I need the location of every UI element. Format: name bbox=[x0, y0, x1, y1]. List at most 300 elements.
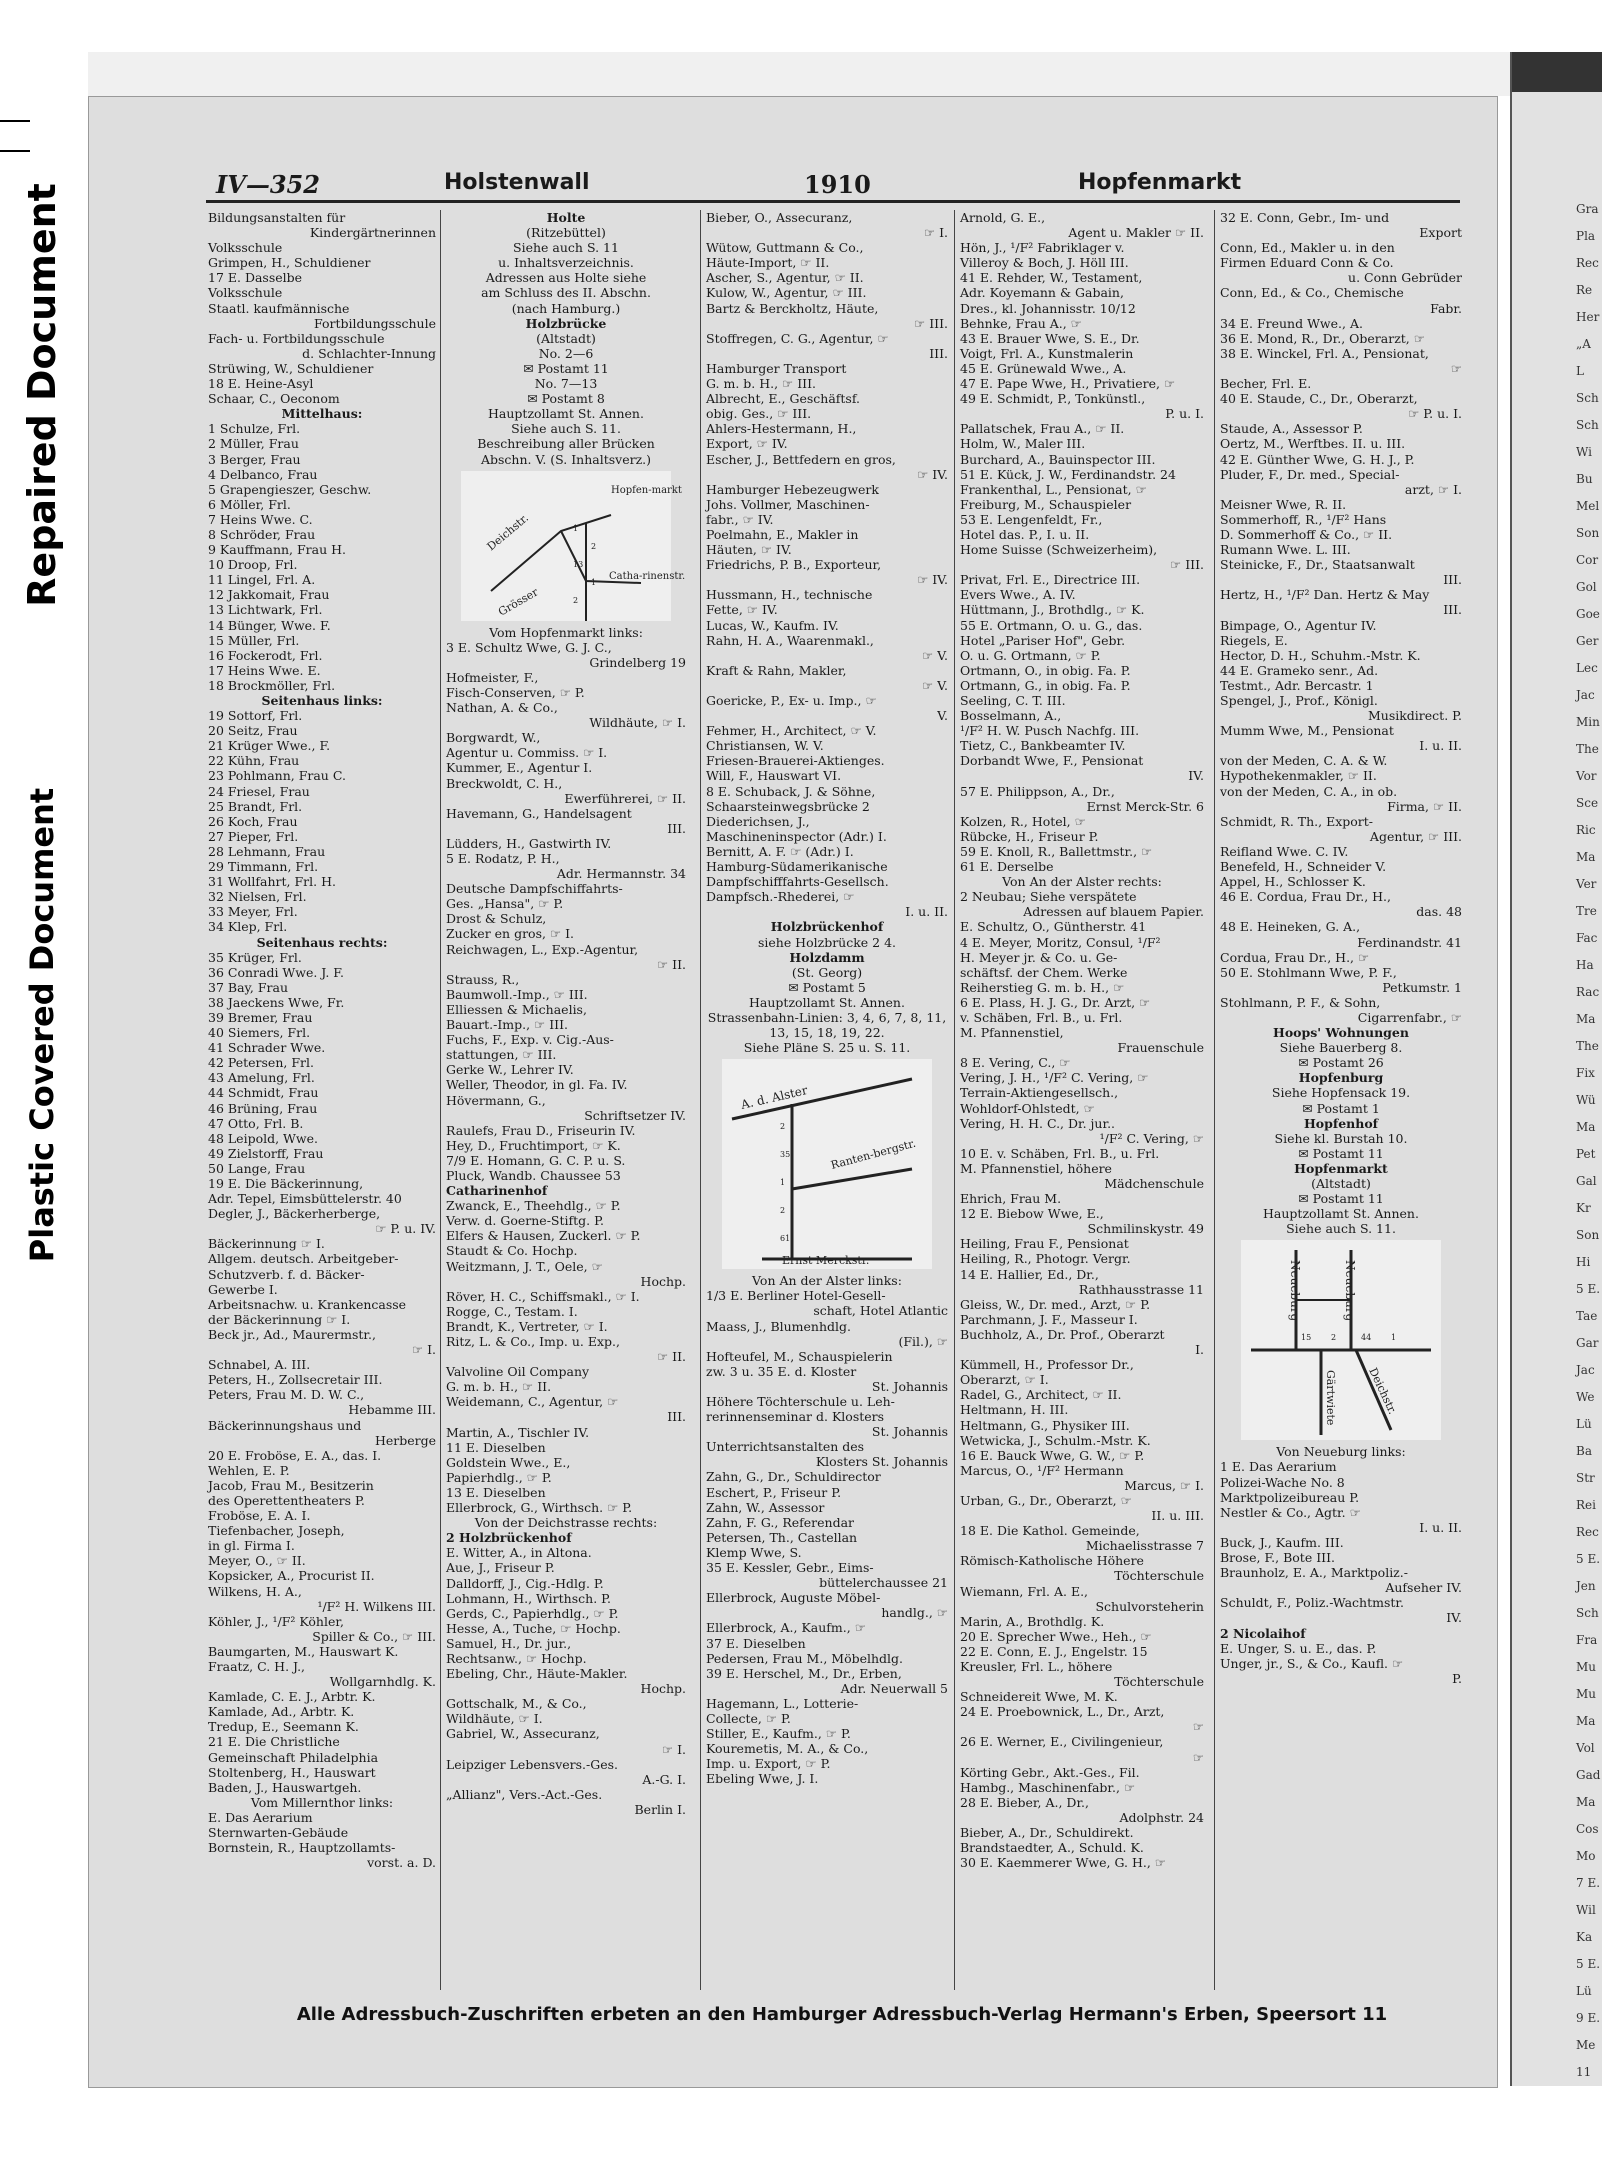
directory-line: Marktpolizeibureau P. bbox=[1220, 1489, 1360, 1505]
next-page-fragment: Son bbox=[1576, 526, 1600, 540]
directory-line: 22 E. Conn, E. J., Engelstr. 15 bbox=[960, 1643, 1148, 1659]
directory-line: Häute-Import, ☞ II. bbox=[706, 255, 830, 271]
directory-line: Heiling, R., Photogr. Vergr. bbox=[960, 1251, 1131, 1267]
directory-line: 55 E. Ortmann, O. u. G., das. bbox=[960, 617, 1143, 633]
section-heading: 2 Holzbrückenhof bbox=[446, 1530, 572, 1546]
directory-line: Mädchenschule bbox=[1104, 1176, 1204, 1191]
directory-line: Kreusler, Frl. L., höhere bbox=[960, 1659, 1113, 1674]
map-label-rantenbergstr: Ranten-bergstr. bbox=[829, 1136, 918, 1173]
directory-line: 50 Lange, Frau bbox=[208, 1160, 306, 1176]
directory-line: Seeling, C. T. III. bbox=[960, 693, 1066, 708]
directory-line: Frauenschule bbox=[1117, 1040, 1204, 1056]
directory-line: Vering, H. H. C., Dr. jur.. bbox=[960, 1115, 1116, 1131]
directory-line: Strassenbahn-Linien: 3, 4, 6, 7, 8, 11, bbox=[707, 1009, 947, 1025]
directory-line: 10 E. v. Schäben, Frl. B., u. Frl. bbox=[960, 1145, 1160, 1161]
directory-line: 45 E. Grünewald Wwe., A. bbox=[960, 360, 1127, 376]
dash-mark bbox=[0, 120, 30, 122]
directory-line: Ritz, L. & Co., Imp. u. Exp., bbox=[446, 1334, 620, 1349]
directory-line: Terrain-Aktiengesellsch., bbox=[960, 1085, 1119, 1101]
directory-line: Schaarsteinwegsbrücke 2 bbox=[706, 798, 870, 814]
directory-line: Ascher, S., Agentur, ☞ II. bbox=[706, 270, 864, 286]
next-page-fragment: 5 E. bbox=[1576, 1957, 1601, 1971]
directory-line: 25 Brandt, Frl. bbox=[208, 798, 303, 814]
directory-line: Zahn, W., Assessor bbox=[706, 1499, 825, 1515]
directory-line: Drost & Schulz, bbox=[446, 911, 547, 927]
directory-line: Wilkens, H. A., bbox=[208, 1583, 302, 1599]
directory-line: Gerds, C., Papierhdlg., ☞ P. bbox=[446, 1605, 619, 1621]
section-heading: Seitenhaus rechts: bbox=[256, 934, 388, 950]
directory-line: 8 Schröder, Frau bbox=[208, 526, 316, 542]
label-repaired-document: Repaired Document bbox=[20, 183, 64, 607]
next-page-tab bbox=[1512, 52, 1602, 92]
next-page-fragment: Sch bbox=[1576, 1606, 1599, 1620]
directory-line: Marcus, O., ¹/F² Hermann bbox=[960, 1462, 1124, 1478]
directory-line: Weitzmann, J. T., Oele, ☞ bbox=[446, 1258, 603, 1274]
directory-line: 40 E. Staude, C., Dr., Oberarzt, bbox=[1220, 391, 1418, 407]
directory-line: 38 Jaeckens Wwe, Fr. bbox=[208, 994, 345, 1010]
next-page-fragment: Mo bbox=[1576, 1849, 1596, 1863]
section-heading: Holzbrücke bbox=[525, 315, 607, 331]
directory-line: Polizei-Wache No. 8 bbox=[1220, 1474, 1345, 1490]
directory-line: Abschn. V. (S. Inhaltsverz.) bbox=[480, 451, 652, 467]
directory-line: 16 Fockerodt, Frl. bbox=[208, 647, 323, 663]
directory-line: Stohlmann, P. F., & Sohn, bbox=[1220, 994, 1381, 1010]
directory-line: Escher, J., Bettfedern en gros, bbox=[706, 451, 896, 467]
directory-line: Schneidereit Wwe, M. K. bbox=[960, 1689, 1118, 1705]
directory-line: Petersen, Th., Castellan bbox=[706, 1529, 858, 1545]
directory-line: Radel, G., Architect, ☞ II. bbox=[960, 1387, 1122, 1403]
directory-line: Siehe auch S. 11. bbox=[511, 421, 621, 437]
directory-line: 10 Droop, Frl. bbox=[208, 557, 298, 573]
directory-line: Dres., kl. Johannisstr. 10/12 bbox=[960, 300, 1136, 316]
directory-line: 30 E. Kaemmerer Wwe, G. H., ☞ bbox=[960, 1855, 1166, 1871]
directory-line: Meisner Wwe, R. II. bbox=[1220, 496, 1347, 512]
directory-line: Tietz, C., Bankbeamter IV. bbox=[960, 738, 1126, 754]
directory-line: Behnke, Frau A., ☞ bbox=[960, 315, 1082, 331]
column-3 bbox=[706, 210, 948, 2010]
directory-line: ☞ I. bbox=[661, 1741, 686, 1757]
next-page-fragment: Ma bbox=[1576, 850, 1596, 864]
directory-line: 40 Siemers, Frl. bbox=[208, 1025, 311, 1041]
directory-line: 13, 15, 18, 19, 22. bbox=[769, 1025, 885, 1041]
directory-line: Gemeinschaft Philadelphia bbox=[208, 1749, 379, 1765]
directory-line: ☞ bbox=[1450, 360, 1462, 376]
directory-line: Höhere Töchterschule u. Leh- bbox=[706, 1394, 895, 1409]
directory-line: Siehe auch S. 11 bbox=[513, 240, 619, 256]
directory-line: Rübcke, H., Friseur P. bbox=[960, 828, 1099, 844]
next-page-fragment: Pet bbox=[1576, 1147, 1596, 1161]
directory-line: Nestler & Co., Agtr. ☞ bbox=[1220, 1504, 1361, 1520]
directory-line: Aue, J., Friseur P. bbox=[446, 1560, 555, 1576]
next-page-fragment: 5 E. bbox=[1576, 1552, 1601, 1566]
directory-line: Gottschalk, M., & Co., bbox=[446, 1696, 587, 1712]
directory-line: Maschineninspector (Adr.) I. bbox=[706, 828, 887, 844]
dash-mark bbox=[0, 150, 30, 152]
directory-line: Beck jr., Ad., Maurermstr., bbox=[208, 1326, 376, 1342]
directory-line: P. u. I. bbox=[1165, 406, 1204, 422]
map-house-number: 2 bbox=[591, 541, 597, 551]
directory-line: Weller, Theodor, in gl. Fa. IV. bbox=[446, 1077, 628, 1093]
header-rule bbox=[206, 200, 1460, 203]
directory-line: I. u. II. bbox=[905, 904, 948, 920]
directory-line: 1 E. Das Aerarium bbox=[1220, 1459, 1337, 1475]
directory-line: Hambg., Maschinenfabr., ☞ bbox=[960, 1779, 1136, 1795]
directory-line: Hamburger Hebezeugwerk bbox=[706, 481, 879, 497]
directory-line: 4 E. Meyer, Moritz, Consul, ¹/F² bbox=[960, 934, 1161, 950]
directory-line: Bernitt, A. F. ☞ (Adr.) I. bbox=[706, 843, 854, 859]
directory-line: Oertz, M., Werftbes. II. u. III. bbox=[1220, 436, 1406, 452]
next-page-fragment: Jac bbox=[1576, 688, 1595, 702]
directory-line: Staude, A., Assessor P. bbox=[1220, 421, 1363, 437]
directory-line: Hofmeister, F., bbox=[446, 669, 539, 685]
directory-line: Testmt., Adr. Bercastr. 1 bbox=[1220, 677, 1374, 693]
directory-line: 28 Lehmann, Frau bbox=[208, 843, 326, 859]
left-street-title: Holstenwall bbox=[444, 170, 590, 195]
directory-line: 15 Müller, Frl. bbox=[208, 632, 300, 648]
directory-line: Ehrich, Frau M. bbox=[960, 1191, 1062, 1207]
next-page-fragment: Ver bbox=[1576, 877, 1597, 891]
directory-line: Marcus, ☞ I. bbox=[1124, 1477, 1204, 1493]
directory-line: ☞ I. bbox=[923, 225, 948, 241]
directory-line: 19 Sottorf, Frl. bbox=[208, 708, 303, 724]
directory-line: Hagemann, L., Lotterie- bbox=[706, 1695, 859, 1711]
column-divider bbox=[954, 210, 955, 1990]
directory-line: Von An der Alster rechts: bbox=[1002, 874, 1162, 890]
next-page-fragment: Her bbox=[1576, 310, 1600, 324]
section-heading: Catharinenhof bbox=[446, 1183, 548, 1199]
right-street-title: Hopfenmarkt bbox=[1078, 170, 1242, 195]
directory-line: Adr. Hermannstr. 34 bbox=[556, 866, 686, 882]
directory-line: (Fil.), ☞ bbox=[898, 1333, 948, 1349]
map-house-number: 2 bbox=[780, 1206, 786, 1216]
directory-line: Sommerhoff, R., ¹/F² Hans bbox=[1220, 511, 1387, 527]
directory-line: ☞ III. bbox=[1170, 557, 1204, 573]
directory-line: 9 Kauffmann, Frau H. bbox=[208, 542, 347, 558]
directory-line: Reifland Wwe. C. IV. bbox=[1220, 843, 1349, 859]
directory-line: ✉ Postamt 11 bbox=[1298, 1145, 1384, 1161]
directory-line: Wiemann, Frl. A. E., bbox=[960, 1583, 1089, 1599]
directory-line: Goericke, P., Ex- u. Imp., ☞ bbox=[706, 693, 877, 708]
directory-line: Hofteufel, M., Schauspielerin bbox=[706, 1348, 893, 1364]
directory-line: 37 E. Dieselben bbox=[706, 1635, 806, 1651]
directory-line: D. Sommerhoff & Co., ☞ II. bbox=[1220, 526, 1393, 542]
directory-line: Ellerbrock, Auguste Möbel- bbox=[706, 1590, 881, 1606]
directory-line: I. u. II. bbox=[1419, 738, 1462, 754]
directory-line: St. Johannis bbox=[871, 1424, 948, 1440]
directory-line: (Ritzebüttel) bbox=[526, 225, 606, 241]
directory-line: Wetwicka, J., Schulm.-Mstr. K. bbox=[960, 1432, 1151, 1448]
map-house-number: 2 bbox=[573, 595, 579, 605]
directory-line: ☞ II. bbox=[656, 1349, 686, 1365]
directory-line: No. 2—6 bbox=[538, 345, 594, 361]
directory-line: 1 Schulze, Frl. bbox=[208, 421, 301, 437]
map-street bbox=[792, 1169, 912, 1189]
street-map-holzbruecke bbox=[461, 471, 686, 621]
next-page-fragment: Jen bbox=[1576, 1579, 1596, 1593]
directory-line: Wildhäute, ☞ I. bbox=[589, 715, 686, 731]
next-page-fragment: Hi bbox=[1576, 1255, 1591, 1269]
directory-line: Beschreibung aller Brücken bbox=[477, 436, 655, 452]
directory-line: M. Pfannenstiel, höhere bbox=[960, 1160, 1112, 1176]
directory-line: Klemp Wwe, S. bbox=[706, 1544, 802, 1560]
directory-line: Michaelisstrasse 7 bbox=[1085, 1538, 1204, 1554]
directory-line: Heltmann, H. III. bbox=[960, 1402, 1069, 1418]
directory-line: 32 Nielsen, Frl. bbox=[208, 889, 307, 905]
directory-line: No. 7—13 bbox=[534, 376, 598, 392]
directory-line: Hertz, H., ¹/F² Dan. Hertz & May bbox=[1220, 587, 1430, 603]
directory-line: Bieber, A., Dr., Schuldirekt. bbox=[960, 1825, 1134, 1841]
directory-line: ✉ Postamt 11 bbox=[523, 360, 609, 376]
directory-line: u. Conn Gebrüder bbox=[1348, 270, 1462, 286]
directory-line: Holm, W., Maler III. bbox=[960, 436, 1086, 452]
directory-line: Rogge, C., Testam. I. bbox=[446, 1303, 578, 1319]
directory-line: 21 E. Die Christliche bbox=[208, 1734, 340, 1750]
column-divider bbox=[1214, 210, 1215, 1990]
directory-line: Adressen auf blauem Papier. bbox=[1023, 904, 1204, 920]
directory-line: Hauptzollamt St. Annen. bbox=[488, 406, 644, 422]
directory-line: Valvoline Oil Company bbox=[446, 1364, 590, 1380]
directory-line: Körting Gebr., Akt.-Ges., Fil. bbox=[960, 1764, 1140, 1780]
page-top-shade bbox=[88, 52, 1600, 96]
directory-line: 31 Wollfahrt, Frl. H. bbox=[208, 874, 336, 890]
directory-line: schäftsf. der Chem. Werke bbox=[960, 964, 1128, 980]
directory-line: V. bbox=[937, 708, 948, 724]
directory-line: Agentur u. Commiss. ☞ I. bbox=[446, 745, 608, 761]
directory-line: 3 Berger, Frau bbox=[208, 451, 301, 467]
directory-line: Fuchs, F., Exp. v. Cig.-Aus- bbox=[446, 1032, 614, 1048]
map-house-number: 2 bbox=[780, 1122, 786, 1132]
directory-line: am Schluss des II. Abschn. bbox=[481, 285, 651, 301]
directory-line: II. u. III. bbox=[1151, 1508, 1204, 1524]
directory-line: III. bbox=[667, 1409, 686, 1425]
next-page-fragment: Gar bbox=[1576, 1336, 1599, 1350]
directory-line: 20 Seitz, Frau bbox=[208, 723, 298, 739]
directory-line: Brose, F., Bote III. bbox=[1220, 1550, 1335, 1566]
directory-line: 47 E. Pape Wwe, H., Privatiere, ☞ bbox=[960, 376, 1176, 392]
directory-line: Stiller, E., Kaufm., ☞ P. bbox=[706, 1726, 851, 1742]
directory-line: d. Schlachter-Innung bbox=[302, 345, 436, 361]
directory-line: 35 E. Kessler, Gebr., Eims- bbox=[706, 1560, 874, 1576]
directory-line: 28 E. Bieber, A., Dr., bbox=[960, 1794, 1089, 1810]
next-page-fragment: Mel bbox=[1576, 499, 1600, 513]
directory-line: ☞ V. bbox=[922, 647, 948, 663]
directory-line: 7/9 E. Homann, G. C. P. u. S. bbox=[446, 1152, 626, 1168]
directory-line: Pluder, F., Dr. med., Special- bbox=[1220, 466, 1400, 482]
directory-line: 36 E. Mond, R., Dr., Oberarzt, ☞ bbox=[1220, 330, 1425, 346]
directory-line: Siehe kl. Burstah 10. bbox=[1274, 1130, 1408, 1146]
column-divider bbox=[440, 210, 441, 1990]
directory-line: E. Das Aerarium bbox=[208, 1809, 313, 1825]
directory-line: Home Suisse (Schweizerheim), bbox=[960, 542, 1158, 558]
directory-line: St. Johannis bbox=[871, 1378, 948, 1394]
directory-line: 43 E. Brauer Wwe, S. E., Dr. bbox=[960, 330, 1140, 346]
map-house-number: 35 bbox=[780, 1150, 791, 1160]
directory-line: 26 Koch, Frau bbox=[208, 813, 298, 829]
directory-line: Siehe Pläne S. 25 u. S. 11. bbox=[743, 1040, 911, 1056]
directory-line: 38 E. Winckel, Frl. A., Pensionat, bbox=[1220, 345, 1429, 361]
map-house-number: 1 bbox=[591, 577, 597, 587]
directory-line: handlg., ☞ bbox=[881, 1605, 948, 1621]
directory-line: Petkumstr. 1 bbox=[1382, 979, 1462, 995]
directory-line: Baumgarten, M., Hauswart K. bbox=[208, 1643, 399, 1659]
directory-line: 16 E. Bauck Wwe, G. W., ☞ P. bbox=[960, 1447, 1145, 1463]
directory-line: Marin, A., Brothdlg. K. bbox=[960, 1613, 1105, 1629]
directory-line: O. u. G. Ortmann, ☞ P. bbox=[960, 647, 1101, 663]
directory-line: 46 E. Cordua, Frau Dr., H., bbox=[1220, 889, 1391, 905]
directory-line: Fabr. bbox=[1430, 300, 1462, 316]
directory-line: 20 E. Sprecher Wwe., Heh., ☞ bbox=[960, 1628, 1152, 1644]
next-page-fragment: Ba bbox=[1576, 1444, 1592, 1458]
directory-line: 23 Pohlmann, Frau C. bbox=[208, 768, 346, 784]
directory-line: Bäckerinnung ☞ I. bbox=[208, 1236, 325, 1252]
directory-line: Wollgarnhdlg. K. bbox=[329, 1674, 436, 1690]
directory-line: Elliessen & Michaelis, bbox=[446, 1001, 587, 1017]
directory-line: 34 Klep, Frl. bbox=[208, 919, 288, 935]
directory-line: Grimpen, H., Schuldiener bbox=[208, 255, 371, 271]
map-house-number: 44 bbox=[1361, 1333, 1372, 1343]
directory-line: Hector, D. H., Schuhm.-Mstr. K. bbox=[1220, 647, 1421, 663]
directory-line: Becher, Frl. E. bbox=[1220, 376, 1312, 392]
directory-line: Siehe auch S. 11. bbox=[1286, 1221, 1396, 1237]
next-page-fragment: 9 E. bbox=[1576, 2011, 1601, 2025]
directory-line: Firma, ☞ II. bbox=[1387, 798, 1462, 814]
directory-line: Riegels, E. bbox=[1220, 632, 1288, 648]
directory-line: 29 Timmann, Frl. bbox=[208, 859, 319, 875]
directory-line: ✉ Postamt 1 bbox=[1302, 1100, 1380, 1116]
directory-line: Ebeling, Chr., Häute-Makler. bbox=[446, 1666, 628, 1682]
next-page-fragment: Jac bbox=[1576, 1363, 1595, 1377]
directory-line: Aufseher IV. bbox=[1385, 1580, 1462, 1596]
directory-line: Leipziger Lebensvers.-Ges. bbox=[446, 1756, 619, 1772]
directory-line: Verw. d. Goerne-Stiftg. P. bbox=[446, 1213, 604, 1229]
directory-line: schaft, Hotel Atlantic bbox=[813, 1303, 948, 1319]
directory-line: Spiller & Co., ☞ III. bbox=[312, 1628, 436, 1644]
directory-line: ☞ IV. bbox=[917, 572, 948, 588]
directory-line: Nathan, A. & Co., bbox=[446, 700, 558, 716]
directory-line: P. bbox=[1452, 1670, 1462, 1686]
directory-line: fabr., ☞ IV. bbox=[706, 511, 774, 527]
directory-line: 5 Grapengieszer, Geschw. bbox=[208, 481, 372, 497]
next-page-fragment: Pla bbox=[1576, 229, 1596, 243]
directory-line: ✉ Postamt 26 bbox=[1298, 1055, 1384, 1071]
next-page-fragment: Min bbox=[1576, 715, 1600, 729]
directory-line: v. Schäben, Frl. B., u. Frl. bbox=[960, 1009, 1123, 1025]
directory-line: (Altstadt) bbox=[536, 330, 596, 346]
map-label-ernst-merckstr: Ernst Merckstr. bbox=[782, 1254, 870, 1268]
map-house-number: 61 bbox=[780, 1234, 791, 1244]
section-heading: Hopfenburg bbox=[1298, 1070, 1384, 1086]
directory-line: Spengel, J., Prof., Königl. bbox=[1220, 693, 1378, 708]
directory-line: Johs. Vollmer, Maschinen- bbox=[706, 496, 870, 512]
directory-line: I. bbox=[1195, 1342, 1204, 1358]
directory-line: ✉ Postamt 5 bbox=[788, 979, 866, 995]
directory-line: Ortmann, O., in obig. Fa. P. bbox=[960, 662, 1131, 678]
directory-line: „Allianz", Vers.-Act.-Ges. bbox=[446, 1786, 603, 1802]
directory-line: Villeroy & Boch, J. Höll III. bbox=[960, 255, 1129, 271]
directory-line: Bildungsanstalten für bbox=[208, 210, 346, 225]
map-label-gaertwiete: Gärtwiete bbox=[1324, 1370, 1337, 1426]
directory-line: Dalldorff, J., Cig.-Hdlg. P. bbox=[446, 1575, 604, 1591]
directory-line: Borgwardt, W., bbox=[446, 730, 541, 746]
map-label-deichstr: Deichstr. bbox=[1366, 1366, 1400, 1417]
next-page-fragment: Vor bbox=[1576, 769, 1597, 783]
directory-line: Ellerbrock, G., Wirthsch. ☞ P. bbox=[446, 1500, 633, 1516]
directory-line: obig. Ges., ☞ III. bbox=[706, 406, 812, 422]
directory-line: Ewerführerei, ☞ II. bbox=[564, 790, 686, 806]
next-page-fragment: Wü bbox=[1576, 1093, 1596, 1107]
directory-line: Klosters St. Johannis bbox=[815, 1454, 948, 1470]
directory-line: Gewerbe I. bbox=[208, 1281, 278, 1297]
directory-line: Peters, Frau M. D. W. C., bbox=[208, 1387, 365, 1403]
directory-line: 24 Friesel, Frau bbox=[208, 783, 310, 799]
directory-line: Bauart.-Imp., ☞ III. bbox=[446, 1017, 569, 1033]
directory-line: Sternwarten-Gebäude bbox=[208, 1825, 349, 1841]
section-heading: Seitenhaus links: bbox=[261, 693, 383, 708]
directory-line: Mumm Wwe, M., Pensionat bbox=[1220, 723, 1394, 739]
directory-line: ☞ III. bbox=[914, 315, 948, 331]
directory-line: Schuldt, F., Poliz.-Wachtmstr. bbox=[1220, 1595, 1404, 1611]
next-page-fragment: Goe bbox=[1576, 607, 1600, 621]
directory-line: Cordua, Frau Dr., H., ☞ bbox=[1220, 949, 1370, 965]
directory-line: Rechtsanw., ☞ Hochp. bbox=[446, 1650, 587, 1666]
next-page-fragment: Wil bbox=[1576, 1903, 1596, 1917]
directory-line: Bimpage, O., Agentur IV. bbox=[1220, 617, 1377, 633]
directory-line: Volksschule bbox=[208, 285, 283, 301]
next-page-fragment: Wi bbox=[1576, 445, 1592, 459]
map-label-alster: A. d. Alster bbox=[739, 1083, 809, 1113]
directory-line: ☞ bbox=[1192, 1749, 1204, 1765]
directory-line: Allgem. deutsch. Arbeitgeber- bbox=[208, 1251, 399, 1267]
directory-line: zw. 3 u. 35 E. d. Kloster bbox=[706, 1363, 857, 1379]
next-page-fragment: Ha bbox=[1576, 958, 1594, 972]
next-page-fragment: Gal bbox=[1576, 1174, 1597, 1188]
directory-line: 37 Bay, Frau bbox=[208, 979, 289, 995]
directory-line: Poelmahn, E., Makler in bbox=[706, 526, 859, 542]
directory-line: Röver, H. C., Schiffsmakl., ☞ I. bbox=[446, 1288, 640, 1304]
directory-line: Schriftsetzer IV. bbox=[584, 1107, 686, 1123]
directory-line: Degler, J., Bäckerherberge, bbox=[208, 1206, 381, 1222]
next-page-fragment: Sch bbox=[1576, 418, 1599, 432]
directory-line: Staudt & Co. Hochp. bbox=[446, 1243, 578, 1259]
directory-line: Agentur, ☞ III. bbox=[1369, 828, 1462, 844]
directory-line: Bornstein, R., Hauptzollamts- bbox=[208, 1840, 396, 1856]
next-page-fragment: Fra bbox=[1576, 1633, 1598, 1647]
directory-line: der Bäckerinnung ☞ I. bbox=[208, 1311, 351, 1327]
directory-line: 48 Leipold, Wwe. bbox=[208, 1130, 318, 1146]
directory-line: 4 Delbanco, Frau bbox=[208, 466, 318, 482]
directory-line: 46 Brüning, Frau bbox=[208, 1100, 318, 1116]
next-page-fragment: The bbox=[1576, 1039, 1599, 1053]
directory-line: Braunholz, E. A., Marktpoliz.- bbox=[1220, 1565, 1408, 1581]
directory-line: Benefeld, H., Schneider V. bbox=[1220, 859, 1387, 875]
directory-line: 49 E. Schmidt, P., Tonkünstl., bbox=[960, 391, 1146, 407]
directory-line: 27 Pieper, Frl. bbox=[208, 828, 299, 844]
directory-line: 20 E. Froböse, E. A., das. I. bbox=[208, 1447, 382, 1463]
directory-line: Staatl. kaufmännische bbox=[208, 300, 350, 316]
directory-line: Friesen-Brauerei-Aktienges. bbox=[706, 753, 885, 769]
directory-line: 44 Schmidt, Frau bbox=[208, 1085, 319, 1101]
year: 1910 bbox=[804, 170, 871, 199]
directory-line: Kulow, W., Agentur, ☞ III. bbox=[706, 285, 867, 301]
directory-line: Hövermann, G., bbox=[446, 1092, 546, 1108]
directory-line: Pallatschek, Frau A., ☞ II. bbox=[960, 421, 1125, 437]
next-page-fragment: Ger bbox=[1576, 634, 1599, 648]
directory-line: Deutsche Dampfschiffahrts- bbox=[446, 881, 623, 897]
directory-line: Von der Deichstrasse rechts: bbox=[474, 1515, 658, 1531]
next-page-fragment: Fac bbox=[1576, 931, 1598, 945]
directory-line: ¹/F² C. Vering, ☞ bbox=[1099, 1130, 1204, 1146]
directory-line: 35 Krüger, Frl. bbox=[208, 949, 302, 965]
